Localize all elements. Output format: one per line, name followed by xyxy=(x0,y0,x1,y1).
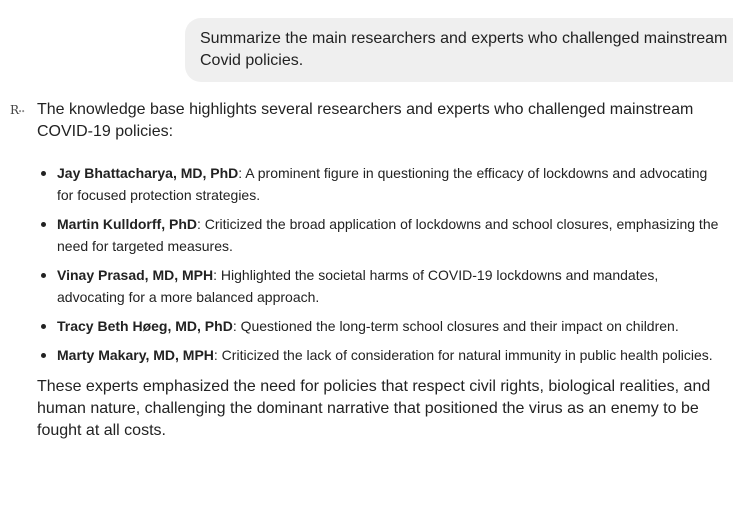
assistant-intro: The knowledge base highlights several researchers and experts who challenged mainstream COVID-19 policies: xyxy=(37,101,694,140)
assistant-outro: These experts emphasized the need for policies that respect civil rights, biological realities, and human nature, challenging the dominant narrative that positioned the virus as an enemy to be fought at all costs. xyxy=(37,378,711,439)
expert-description: : Questioned the long-term school closures and their impact on children. xyxy=(232,318,679,334)
list-item xyxy=(57,213,727,257)
expert-description: : Highlighted the societal harms of COVID-19 lockdowns and mandates, advocating for a more balanced approach. xyxy=(57,267,659,305)
expert-name: Tracy Beth Høeg, MD, PhD xyxy=(57,318,233,334)
user-message-bubble xyxy=(185,18,733,82)
assistant-message xyxy=(37,99,727,442)
expert-description: : Criticized the broad application of lockdowns and school closures, emphasizing the need for targeted measures. xyxy=(57,216,719,254)
expert-name: Vinay Prasad, MD, MPH xyxy=(57,267,214,283)
list-item xyxy=(57,162,727,206)
user-message-text: Summarize the main researchers and experts who challenged mainstream Covid policies. xyxy=(200,30,728,69)
expert-name: Martin Kulldorff, PhD xyxy=(57,216,197,232)
expert-name: Marty Makary, MD, MPH xyxy=(57,347,214,363)
experts-list xyxy=(37,162,727,366)
expert-name: Jay Bhattacharya, MD, PhD xyxy=(57,165,239,181)
expert-description: : A prominent figure in questioning the efficacy of lockdowns and advocating for focused protection strategies. xyxy=(57,165,708,203)
assistant-avatar-icon: R•• xyxy=(10,103,25,117)
list-item xyxy=(57,264,727,308)
expert-description: : Criticized the lack of consideration for natural immunity in public health policies. xyxy=(213,347,713,363)
list-item xyxy=(57,344,727,366)
list-item xyxy=(57,315,727,337)
